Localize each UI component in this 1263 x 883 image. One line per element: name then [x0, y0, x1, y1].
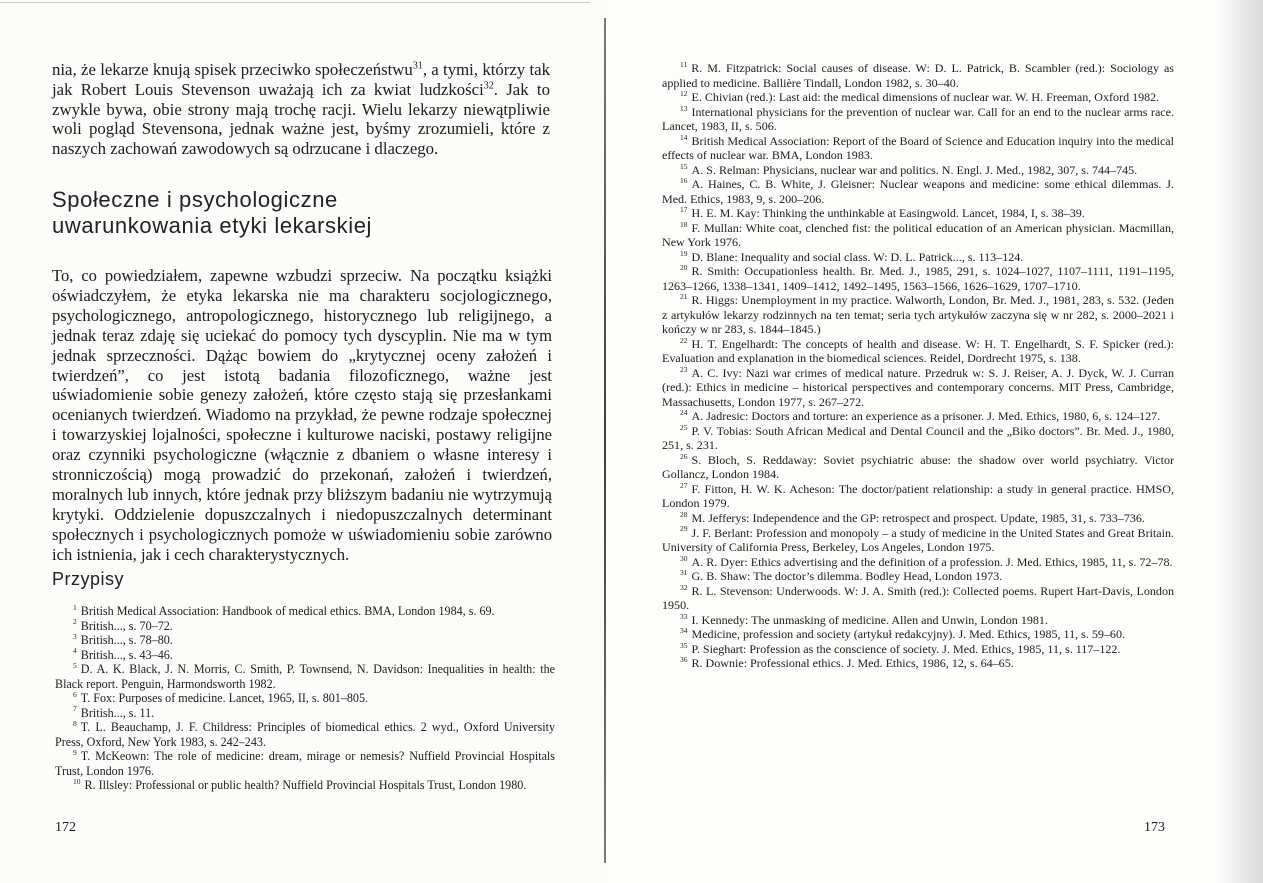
footnote-number: 16 — [680, 176, 688, 186]
intro-paragraph — [52, 60, 550, 159]
footnote-text: R. Downie: Professional ethics. J. Med. Ethics, 1986, 12, s. 64–65. — [691, 656, 1014, 671]
footnote-number: 5 — [73, 660, 77, 670]
footnote-text: H. E. M. Kay: Thinking the unthinkable at Easingwold. Lancet, 1984, I, s. 38–39. — [691, 206, 1085, 221]
footnote-item — [662, 584, 1174, 613]
footnote-item — [662, 511, 1174, 526]
footnote-number: 15 — [680, 161, 688, 171]
footnote-text: F. Fitton, H. W. K. Acheson: The doctor/patient relationship: a study in general practice. HMSO, London 1979. — [662, 481, 1174, 511]
footnote-ref-32: 32 — [483, 80, 494, 92]
footnote-text: T. Fox: Purposes of medicine. Lancet, 1965, II, s. 801–805. — [80, 691, 369, 705]
footnote-item — [662, 642, 1174, 657]
footnote-number: 32 — [680, 582, 688, 592]
footnote-item — [55, 749, 555, 778]
footnote-text: International physicians for the prevention of nuclear war. Call for an end to the nuclear arms race. Lancet, 1983, II, s. 506. — [662, 104, 1174, 134]
footnote-text: British Medical Association: Report of the Board of Science and Education inquiry into the medical effects of nuclear war. BMA, London 1983. — [662, 133, 1174, 163]
footnote-item — [662, 453, 1174, 482]
footnote-item — [662, 105, 1174, 134]
footnote-number: 17 — [680, 205, 688, 215]
footnote-text: G. B. Shaw: The doctor’s dilemma. Bodley Head, London 1973. — [691, 569, 1003, 584]
footnote-item — [662, 293, 1174, 337]
left-page — [0, 0, 606, 883]
footnote-text: British..., s. 78–80. — [80, 633, 173, 647]
footnote-text: British Medical Association: Handbook of medical ethics. BMA, London 1984, s. 69. — [80, 604, 495, 618]
footnote-text: P. Sieghart: Profession as the conscience of society. J. Med. Ethics, 1985, 11, s. 117–122. — [691, 641, 1121, 656]
top-scan-rule — [0, 2, 590, 3]
section-heading-line-1: Społeczne i psychologiczne — [52, 187, 338, 212]
section-heading-line-2: uwarunkowania etyki lekarskiej — [52, 213, 373, 238]
footnote-item — [662, 337, 1174, 366]
footnote-text: A. S. Relman: Physicians, nuclear war and politics. N. Engl. J. Med., 1982, 307, s. 744–745. — [691, 162, 1138, 177]
footnote-number: 24 — [680, 408, 688, 418]
footnote-number: 34 — [680, 626, 688, 636]
footnote-number: 3 — [73, 631, 77, 641]
footnote-item — [662, 555, 1174, 570]
footnote-number: 19 — [680, 248, 688, 258]
footnote-item — [662, 221, 1174, 250]
footnote-number: 11 — [680, 59, 688, 69]
footnote-number: 4 — [73, 646, 77, 656]
footnote-number: 7 — [73, 704, 77, 714]
footnote-item — [662, 627, 1174, 642]
footnote-text: British..., s. 11. — [80, 705, 155, 720]
footnote-number: 10 — [73, 776, 81, 786]
footnote-number: 33 — [680, 611, 688, 621]
footnote-item — [55, 706, 555, 721]
footnote-item — [662, 250, 1174, 265]
footnote-number: 29 — [680, 524, 688, 534]
footnote-number: 1 — [73, 602, 77, 612]
body-paragraph: To, co powiedziałem, zapewne wzbudzi sprzeciw. Na początku książki oświadczyłem, że etyka lekarska nie ma charakteru socjologicznego, psychologicznego, antropologicznego, historycznego lub religijnego, a jednak teraz zdaję się uciekać do pomocy tych dyscyplin. Nie ma w tym jednak sprzeczności. Dążąc bowiem do „krytycznej oceny założeń i twierdzeń”, co jest istotą badania filozoficznego, ważne jest uświadomienie sobie genezy założeń, które często stają się przesłankami ocenianych twierdzeń. Wiadomo na przykład, że pewne rodzaje społecznej i towarzyskiej lojalności, społeczne i kulturowe naciski, postawy religijne oraz czynniki psychologiczne (włącznie z dbaniem o własne interesy i stronniczością) mogą prowadzić do przekonań, założeń i twierdzeń, moralnych lub innych, które jednak przy bliższym badaniu nie wytrzymują krytyki. Oddzielenie dopuszczalnych i niedopuszczalnych determinant społecznych i psychologicznych pomoże w uświadomieniu sobie zarówno ich istnienia, jak i cech charakterystycznych. — [52, 266, 552, 564]
footnote-text: A. Haines, C. B. White, J. Gleisner: Nuclear weapons and medicine: some ethical dilemmas. J. Med. Ethics, 1983, 9, s. 200–206. — [662, 177, 1174, 206]
footnote-text: R. M. Fitzpatrick: Social causes of disease. W: D. L. Patrick, B. Scambler (red.): Sociology as applied to medicine. Ballière Tindall, London 1982, s. 30–40. — [662, 61, 1174, 90]
footnote-text: D. Blane: Inequality and social class. W: D. L. Patrick..., s. 113–124. — [691, 249, 1024, 264]
footnote-number: 2 — [73, 617, 77, 627]
footnote-item — [662, 656, 1174, 671]
footnotes-heading: Przypisy — [52, 569, 125, 589]
intro-text-a: nia, że lekarze knują spisek przeciwko społeczeństwu — [52, 60, 413, 79]
footnote-text: A. C. Ivy: Nazi war crimes of medical nature. Przedruk w: S. J. Reiser, A. J. Dyck, W. J. Curran (red.): Ethics in medicine – historical perspectives and contemporary concerns. MIT Press, Cambridge, Massachusetts, London 1977, s. 267–272. — [662, 365, 1174, 409]
footnote-item — [662, 134, 1174, 163]
intro-text-b: , a tymi, którzy tak jak Robert Louis Stevenson uważają ich za kwiat ludzkości — [52, 60, 550, 99]
footnotes-list-left — [55, 604, 555, 793]
footnote-item — [55, 720, 555, 749]
footnote-text: I. Kennedy: The unmasking of medicine. Allen and Unwin, London 1981. — [691, 612, 1048, 627]
footnote-number: 30 — [680, 553, 688, 563]
footnote-text: S. Bloch, S. Reddaway: Soviet psychiatric abuse: the shadow over world psychiatry. Victor Gollancz, London 1984. — [662, 452, 1174, 482]
footnote-number: 22 — [680, 335, 688, 345]
footnote-number: 9 — [73, 747, 77, 757]
footnote-number: 6 — [73, 689, 77, 699]
footnote-text: R. Higgs: Unemployment in my practice. Walworth, London, Br. Med. J., 1981, 283, s. 532. (Jeden z artykułów lekarzy rodzinnych na ten temat; seria tych artykułów zaczyna się w nr 282, s. 2000–2021 i kończy w nr 283, s. 1844–1845.) — [662, 293, 1174, 337]
footnote-number: 8 — [73, 718, 77, 728]
footnote-item — [662, 424, 1174, 453]
footnote-text: British..., s. 70–72. — [80, 618, 173, 633]
footnote-number: 35 — [680, 640, 688, 650]
footnote-text: T. McKeown: The role of medicine: dream, mirage or nemesis? Nuffield Provincial Hospitals Trust, London 1976. — [55, 749, 555, 778]
footnote-item — [662, 409, 1174, 424]
footnote-number: 27 — [680, 480, 688, 490]
footnote-number: 26 — [680, 451, 688, 461]
footnote-text: P. V. Tobias: South African Medical and Dental Council and the „Biko doctors”. Br. Med. J., 1980, 251, s. 231. — [662, 423, 1174, 453]
footnote-item — [662, 264, 1174, 293]
intro-text-c: . Jak to zwykle bywa, obie strony mają trochę racji. Wielu lekarzy niewątpliwie woli pogląd Stevensona, jednak ważne jest, byśmy zrozumieli, które z naszych zachowań zawodowych są odrzucane i dlaczego. — [52, 79, 550, 159]
page-edge-shadow — [1215, 0, 1263, 883]
footnote-text: T. L. Beauchamp, J. F. Childress: Principles of biomedical ethics. 2 wyd., Oxford University Press, Oxford, New York 1983, s. 242–243. — [55, 720, 555, 749]
footnote-item — [55, 619, 555, 634]
footnote-text: M. Jefferys: Independence and the GP: retrospect and prospect. Update, 1985, 31, s. 733–736. — [691, 510, 1145, 525]
footnote-item — [55, 662, 555, 691]
footnote-number: 20 — [680, 263, 688, 273]
footnote-item — [662, 61, 1174, 90]
footnote-number: 12 — [680, 89, 688, 99]
footnote-item — [55, 778, 555, 793]
page-number-right: 173 — [1144, 820, 1165, 835]
footnote-item — [662, 90, 1174, 105]
footnote-number: 36 — [680, 655, 688, 665]
footnote-item — [662, 177, 1174, 206]
footnote-item — [662, 163, 1174, 178]
page-number-left: 172 — [55, 820, 76, 835]
footnote-item — [55, 648, 555, 663]
footnote-text: British..., s. 43–46. — [80, 647, 173, 662]
footnote-number: 21 — [680, 292, 688, 302]
footnote-text: D. A. K. Black, J. N. Morris, C. Smith, P. Townsend, N. Davidson: Inequalities in health: the Black report. Penguin, Harmondsworth 1982. — [55, 662, 555, 691]
footnote-number: 25 — [680, 422, 688, 432]
footnote-ref-31: 31 — [412, 60, 423, 72]
footnote-text: R. L. Stevenson: Underwoods. W: J. A. Smith (red.): Collected poems. Rupert Hart-Davis, London 1950. — [662, 583, 1174, 613]
footnote-number: 13 — [680, 103, 688, 113]
section-heading — [52, 187, 472, 239]
footnote-text: A. Jadresic: Doctors and torture: an experience as a prisoner. J. Med. Ethics, 1980, 6, s. 124–127. — [691, 409, 1161, 424]
footnote-text: H. T. Engelhardt: The concepts of health and disease. W: H. T. Engelhardt, S. F. Spicker (red.): Evaluation and explanation in the biomedical sciences. Reidel, Dordrecht 1975, s. 138. — [662, 336, 1174, 366]
footnote-number: 28 — [680, 509, 688, 519]
footnote-number: 14 — [680, 132, 688, 142]
footnote-number: 23 — [680, 364, 688, 374]
footnote-text: F. Mullan: White coat, clenched fist: the political education of an American physician. Macmillan, New York 1976. — [662, 220, 1174, 250]
footnote-text: J. F. Berlant: Profession and monopoly – a study of medicine in the United States and Great Britain. University of California Press, Berkeley, Los Angeles, London 1975. — [662, 525, 1174, 555]
footnote-item — [662, 526, 1174, 555]
footnote-text: R. Smith: Occupationless health. Br. Med. J., 1985, 291, s. 1024–1027, 1107–1111, 1191–1195, 1263–1266, 1338–1341, 1409–1412, 1492–1495, 1563–1566, 1626–1629, 1707–1710. — [662, 264, 1174, 293]
footnote-item — [662, 569, 1174, 584]
footnote-number: 31 — [680, 568, 688, 578]
footnote-text: R. Illsley: Professional or public health? Nuffield Provincial Hospitals Trust, London 1980. — [84, 778, 527, 792]
footnote-text: Medicine, profession and society (artykuł redakcyjny). J. Med. Ethics, 1985, 11, s. 59–60. — [691, 627, 1125, 642]
footnote-item — [662, 613, 1174, 628]
footnote-item — [662, 206, 1174, 221]
footnote-item — [55, 691, 555, 706]
footnote-text: E. Chivian (red.): Last aid: the medical dimensions of nuclear war. W. H. Freeman, Oxford 1982. — [691, 90, 1160, 105]
footnote-item — [662, 366, 1174, 410]
footnote-item — [55, 633, 555, 648]
footnote-item — [662, 482, 1174, 511]
footnotes-list-right — [662, 61, 1174, 671]
footnote-item — [55, 604, 555, 619]
footnote-text: A. R. Dyer: Ethics advertising and the definition of a profession. J. Med. Ethics, 1985, 11, s. 72–78. — [691, 554, 1173, 569]
footnote-number: 18 — [680, 219, 688, 229]
